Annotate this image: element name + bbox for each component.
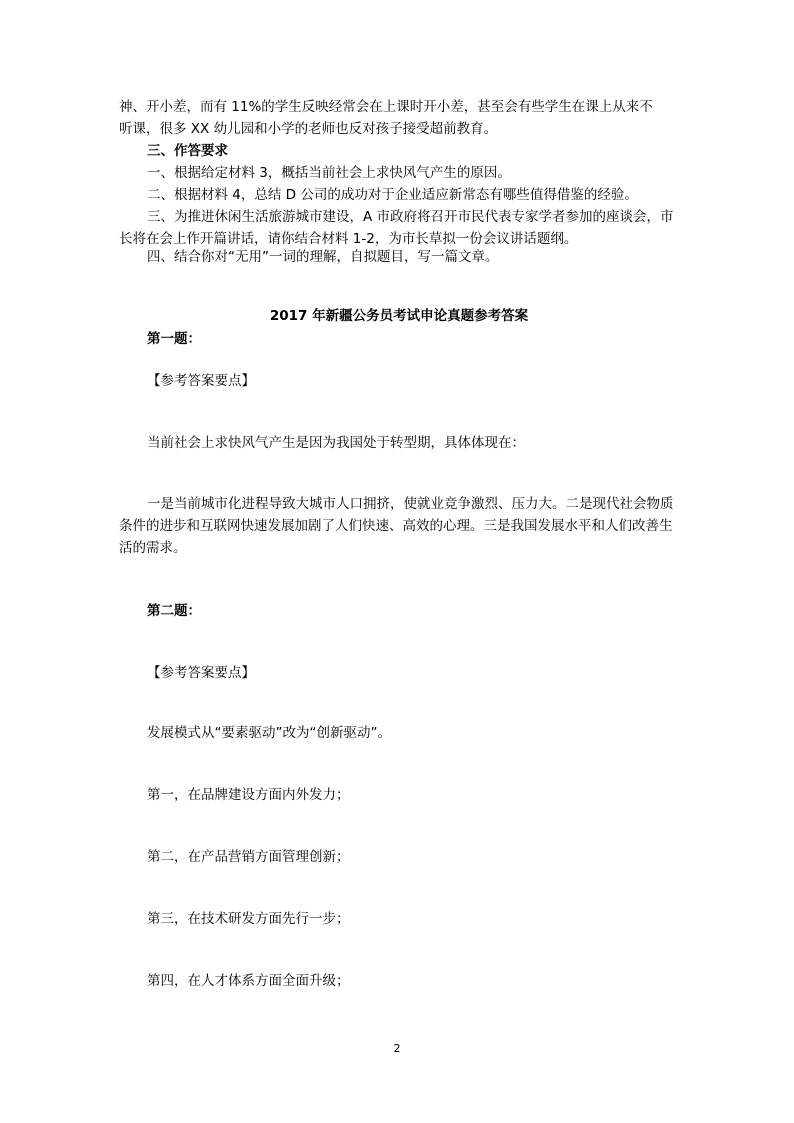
requirement-item-4: 四、结合你对“无用”一词的理解，自拟题目，写一篇文章。 <box>147 249 499 265</box>
q2-point-4: 第四，在人才体系方面全面升级； <box>147 973 350 989</box>
q2-point-1: 第一，在品牌建设方面内外发力； <box>147 787 350 803</box>
q1-heading: 第一题： <box>147 331 201 347</box>
q2-heading: 第二题： <box>147 603 201 619</box>
material-tail-line-1: 神、开小差，而有 11%的学生反映经常会在上课时开小差，甚至会有些学生在课上从来不 <box>119 99 653 115</box>
page-number: 2 <box>393 1042 401 1055</box>
requirement-item-2: 二、根据材料 4，总结 D 公司的成功对于企业适应新常态有哪些值得借鉴的经验。 <box>147 187 638 203</box>
material-tail-line-2: 听课，很多 XX 幼儿园和小学的老师也反对孩子接受超前教育。 <box>119 121 498 137</box>
requirements-heading: 三、作答要求 <box>147 143 228 159</box>
q2-point-3: 第三，在技术研发方面先行一步； <box>147 911 350 927</box>
q2-label: 【参考答案要点】 <box>147 665 255 681</box>
q2-point-2: 第二，在产品营销方面管理创新； <box>147 849 350 865</box>
q2-intro: 发展模式从“要素驱动”改为“创新驱动”。 <box>147 725 391 741</box>
q1-label: 【参考答案要点】 <box>147 373 255 389</box>
q1-intro: 当前社会上求快风气产生是因为我国处于转型期，具体体现在： <box>147 435 525 451</box>
requirement-item-1: 一、根据给定材料 3，概括当前社会上求快风气产生的原因。 <box>147 165 511 181</box>
requirement-item-3: 三、为推进休闲生活旅游城市建设，A 市政府将召开市民代表专家学者参加的座谈会，市长将在会上作开篇讲话，请你结合材料 1-2，为市长草拟一份会议讲话题纲。 <box>119 209 674 247</box>
q1-body: 一是当前城市化进程导致大城市人口拥挤，使就业竞争激烈、压力大。二是现代社会物质条件的进步和互联网快速发展加剧了人们快速、高效的心理。三是我国发展水平和人们改善生活的需求。 <box>119 496 674 556</box>
answers-title: 2017 年新疆公务员考试申论真题参考答案 <box>269 308 529 324</box>
